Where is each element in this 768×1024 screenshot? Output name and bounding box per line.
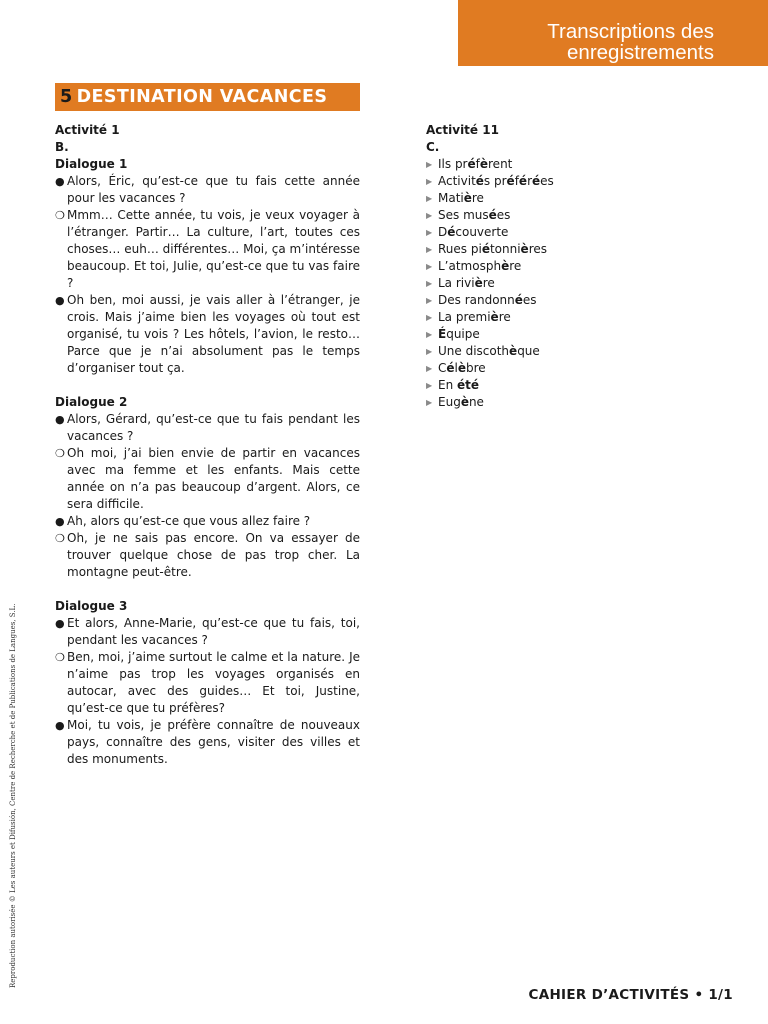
activity-11-part: C. [426, 140, 440, 154]
word-text [438, 241, 547, 258]
word-item [426, 190, 646, 207]
word-accent-segment: è [457, 361, 467, 375]
word-item [426, 360, 646, 377]
word-item [426, 343, 646, 360]
dialogue-turn-text: Et alors, Anne-Marie, qu’est-ce que tu fais, toi, pendant les vacances ? [67, 616, 360, 647]
word-accent-segment: é [481, 242, 490, 256]
word-item [426, 292, 646, 309]
word-accent-segment: été [457, 378, 480, 392]
word-segment: re [482, 276, 495, 290]
dialogue-title: Dialogue 1 [55, 157, 128, 171]
word-item [426, 309, 646, 326]
open-circle-icon: ❍ [55, 532, 65, 545]
word-segment: ne [468, 395, 484, 409]
filled-circle-icon: ● [55, 515, 65, 528]
word-item [426, 241, 646, 258]
triangle-right-icon: ▶ [426, 228, 433, 237]
triangle-right-icon: ▶ [426, 381, 433, 390]
word-list [426, 156, 646, 411]
dialogue-turn-text: Mmm… Cette année, tu vois, je veux voyager à l’étranger. Partir… La culture, l’art, toutes ces choses… euh… différentes… Moi, ça m’intéresse beaucoup. Et toi, Julie, qu’est-ce que tu vas faire ? [67, 208, 360, 290]
word-segment: Des randonn [438, 293, 515, 307]
word-accent-segment: è [501, 259, 510, 273]
word-accent-segment: è [479, 157, 489, 171]
triangle-right-icon: ▶ [426, 313, 433, 322]
footer-label: CAHIER D’ACTIVITÉS • 1/1 [528, 987, 733, 1003]
word-segment: es [522, 293, 537, 307]
word-item [426, 224, 646, 241]
word-segment: En [438, 378, 458, 392]
dialogue-turn [55, 173, 360, 207]
dialogue-title: Dialogue 3 [55, 599, 128, 613]
dialogue-turn [55, 615, 360, 649]
word-text [438, 258, 521, 275]
triangle-right-icon: ▶ [426, 347, 433, 356]
word-item [426, 275, 646, 292]
word-segment: re [471, 191, 484, 205]
dialogue-turn-text: Oh, je ne sais pas encore. On va essayer de trouver quelque chose de pas trop cher. La montagne peut-être. [67, 531, 360, 579]
dialogue-turn [55, 445, 360, 513]
dialogues-container [55, 156, 360, 768]
word-segment: res [528, 242, 547, 256]
section-number: 5 [60, 87, 73, 107]
word-segment: Une discoth [438, 344, 510, 358]
word-text [438, 173, 554, 190]
dialogue-turn [55, 207, 360, 292]
word-item [426, 326, 646, 343]
word-segment: Mati [438, 191, 464, 205]
word-accent-segment: é [488, 208, 497, 222]
filled-circle-icon: ● [55, 413, 65, 426]
word-item [426, 173, 646, 190]
triangle-right-icon: ▶ [426, 211, 433, 220]
word-text [438, 326, 480, 343]
dialogue-turn-text: Ben, moi, j’aime surtout le calme et la nature. Je n’aime pas trop les voyages organisés en autocar, avec des guides… Et toi, Justine, qu’est-ce que tu préfères? [67, 650, 360, 715]
word-segment: quipe [446, 327, 480, 341]
word-segment: que [517, 344, 540, 358]
triangle-right-icon: ▶ [426, 279, 433, 288]
dialogue-turn-text: Moi, tu vois, je préfère connaître de nouveaux pays, connaître des gens, visiter des villes et des monuments. [67, 718, 360, 766]
word-text [438, 343, 540, 360]
dialogue-turn [55, 411, 360, 445]
word-text [438, 360, 486, 377]
word-segment: couverte [455, 225, 509, 239]
word-segment: La rivi [438, 276, 475, 290]
triangle-right-icon: ▶ [426, 245, 433, 254]
word-text [438, 156, 512, 173]
word-text [438, 309, 511, 326]
word-segment: rent [488, 157, 513, 171]
dialogue-turn-text: Ah, alors qu’est-ce que vous allez faire ? [67, 514, 311, 528]
triangle-right-icon: ▶ [426, 262, 433, 271]
word-segment: r [527, 174, 532, 188]
section-title-text: DESTINATION VACANCES [76, 87, 328, 107]
filled-circle-icon: ● [55, 294, 65, 307]
header-band [458, 0, 768, 66]
left-column [55, 122, 360, 768]
word-text [438, 207, 510, 224]
activity-11-heading: Activité 11 [426, 123, 499, 137]
word-accent-segment: è [490, 310, 499, 324]
word-accent-segment: é [467, 157, 476, 171]
word-accent-segment: é [506, 174, 515, 188]
word-item [426, 377, 646, 394]
word-segment: Rues pi [438, 242, 482, 256]
word-segment: tonni [489, 242, 521, 256]
word-segment: s pr [483, 174, 507, 188]
word-item [426, 156, 646, 173]
word-accent-segment: é [514, 293, 523, 307]
right-column [426, 122, 646, 411]
word-accent-segment: é [532, 174, 541, 188]
open-circle-icon: ❍ [55, 651, 65, 664]
word-text [438, 275, 495, 292]
word-segment: Ils pr [438, 157, 468, 171]
word-item [426, 258, 646, 275]
word-segment: D [438, 225, 448, 239]
word-segment: es [540, 174, 554, 188]
word-segment: f [475, 157, 480, 171]
filled-circle-icon: ● [55, 617, 65, 630]
word-accent-segment: è [509, 344, 518, 358]
dialogue-turn [55, 513, 360, 530]
word-segment: re [509, 259, 522, 273]
word-text [438, 394, 484, 411]
dialogue-turn [55, 717, 360, 768]
word-segment: C [438, 361, 447, 375]
header-title-line2: enregistrements [567, 41, 714, 64]
spacer [55, 581, 360, 598]
word-text [438, 292, 537, 309]
word-accent-segment: è [474, 276, 483, 290]
word-segment: L’atmosph [438, 259, 502, 273]
word-accent-segment: è [463, 191, 472, 205]
triangle-right-icon: ▶ [426, 398, 433, 407]
word-segment: Eug [438, 395, 461, 409]
section-title [55, 83, 360, 111]
dialogue-turn-text: Alors, Gérard, qu’est-ce que tu fais pendant les vacances ? [67, 412, 360, 443]
dialogue-turn [55, 649, 360, 717]
word-text [438, 190, 484, 207]
filled-circle-icon: ● [55, 175, 65, 188]
triangle-right-icon: ▶ [426, 330, 433, 339]
word-segment: Activit [438, 174, 476, 188]
open-circle-icon: ❍ [55, 447, 65, 460]
word-accent-segment: è [520, 242, 529, 256]
dialogue-title: Dialogue 2 [55, 395, 128, 409]
word-accent-segment: É [438, 327, 447, 341]
triangle-right-icon: ▶ [426, 160, 433, 169]
dialogue-turn-text: Alors, Éric, qu’est-ce que tu fais cette année pour les vacances ? [67, 174, 360, 205]
word-segment: Ses mus [438, 208, 489, 222]
activity-1-heading: Activité 1 [55, 123, 120, 137]
triangle-right-icon: ▶ [426, 296, 433, 305]
spacer [55, 377, 360, 394]
word-segment: La premi [438, 310, 491, 324]
triangle-right-icon: ▶ [426, 177, 433, 186]
word-accent-segment: è [460, 395, 469, 409]
word-item [426, 207, 646, 224]
open-circle-icon: ❍ [55, 209, 65, 222]
word-segment: es [496, 208, 511, 222]
dialogue-turn [55, 292, 360, 377]
word-text [438, 377, 479, 394]
word-accent-segment: é [475, 174, 484, 188]
word-accent-segment: é [447, 225, 456, 239]
dialogue-turn-text: Oh ben, moi aussi, je vais aller à l’étranger, je crois. Mais j’aime bien les voyages où tout est organisé, tu vois ? Les hôtels, l’avion, le resto… Parce que je n’ai absolument pas le temps d’organiser tout ça. [67, 293, 360, 375]
activity-1-part: B. [55, 140, 69, 154]
triangle-right-icon: ▶ [426, 364, 433, 373]
triangle-right-icon: ▶ [426, 194, 433, 203]
word-text [438, 224, 508, 241]
word-accent-segment: é [518, 174, 528, 188]
word-segment: bre [466, 361, 486, 375]
word-segment: l [454, 361, 458, 375]
word-segment: re [498, 310, 511, 324]
word-accent-segment: é [446, 361, 455, 375]
filled-circle-icon: ● [55, 719, 65, 732]
word-segment: f [514, 174, 519, 188]
copyright-notice: Reproduction autorisée © Les auteurs et Difusión, Centre de Recherche et de Publications de Langues, S.L. [9, 603, 17, 988]
word-item [426, 394, 646, 411]
dialogue-turn-text: Oh moi, j’ai bien envie de partir en vacances avec ma femme et les enfants. Mais cette année on n’a pas beaucoup d’argent. Alors, ce sera difficile. [67, 446, 360, 511]
header-title-line1: Transcriptions des [547, 20, 714, 43]
dialogue-turn [55, 530, 360, 581]
